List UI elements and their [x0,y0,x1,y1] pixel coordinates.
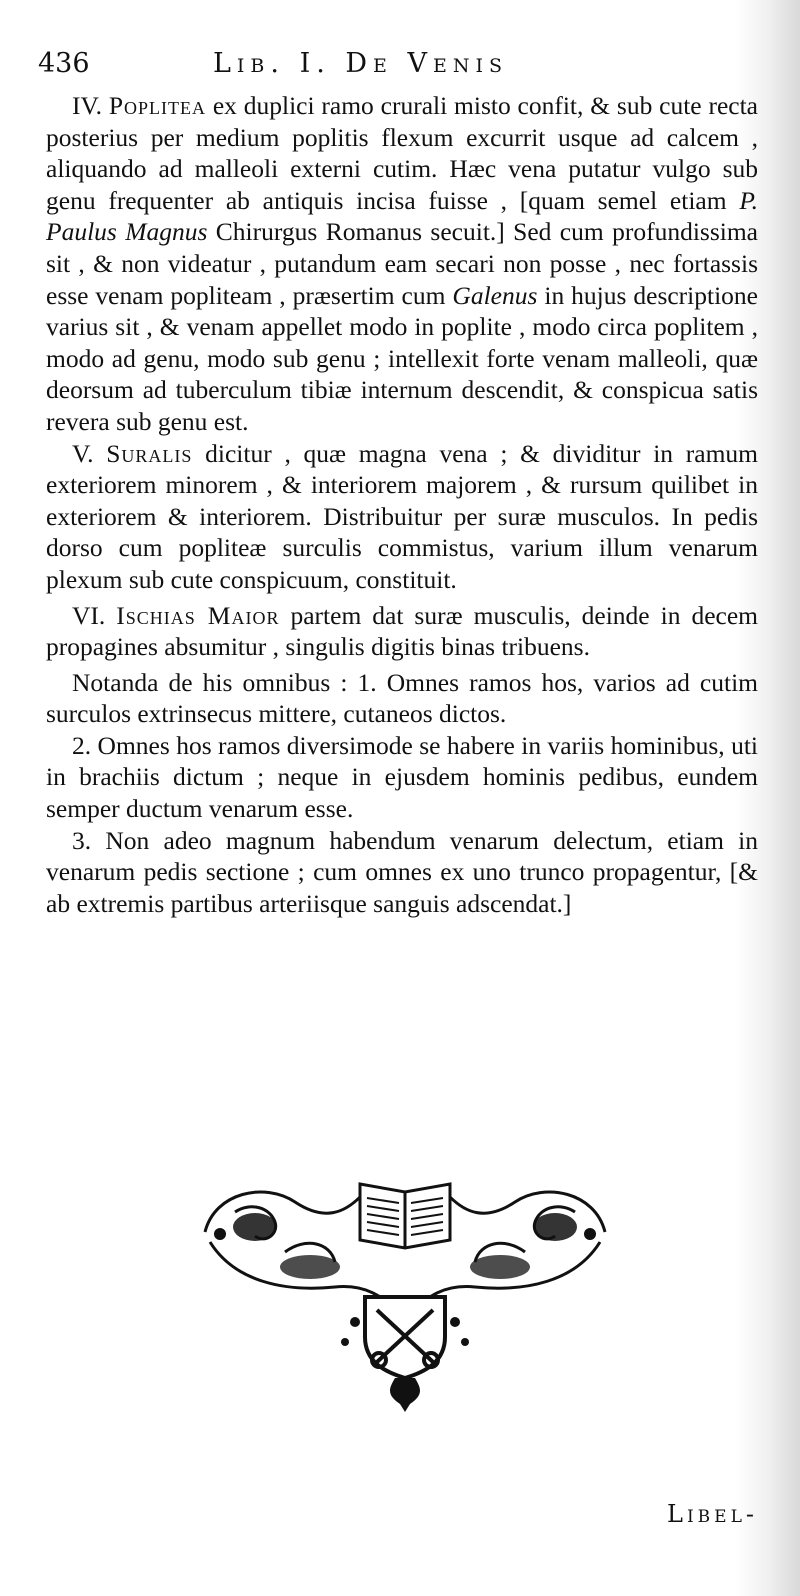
vein-name-ischias: Ischias Maior [116,600,280,630]
crossed-keys-shield-icon [365,1297,445,1378]
running-title: Lib. I. De Venis [213,48,509,79]
paragraph-number: IV. [72,91,102,120]
paragraph-suralis [46,438,758,596]
paragraph-notanda: Notanda de his omnibus : 1. Omnes ramos hos, varios ad cutim surculos extrinsecus mittere, cutaneos dictos. [46,667,758,729]
person-name: P. Paulus Magnus [46,185,758,247]
vein-name-suralis: Suralis [106,438,193,468]
paragraph-number: V. [72,438,94,468]
text-body [46,90,758,919]
paragraph-text: in hujus descriptione varius sit , & venam appellet modo in poplite , modo circa poplitem , modo ad genu, modo sub genu ; intellexit forte venam malleoli, quæ deorsum ad tuberculum tibiæ internum descendit, & conspicua satis revera sub genu est. [46,280,758,436]
paragraph-ischias [46,600,758,663]
paragraph-note-3: 3. Non adeo magnum habendum venarum delectum, etiam in venarum pedis sectione ; cum omnes ex uno trunco propagentur, [& ab extremis partibus arteriisque sanguis adscendat.] [46,825,758,918]
page-number: 436 [38,48,90,79]
open-book-icon [360,1184,450,1248]
paragraph-text: ex duplici ramo crurali misto confit, & sub cute recta posterius per medium poplitis flexum excurrit usque ad calcem , aliquando ad malleoli externi cutim. Hæc vena putatur vulgo sub genu frequenter ab antiquis incisa fuisse , [quam semel etiam [46,91,758,215]
paragraph-text: dicitur , quæ magna vena ; & dividitur in ramum exteriorem minorem , & interiorem majorem , & rursum quilibet in exteriorem & interiorem. Distribuitur per suræ musculos. In pedis dorso cum popliteæ surculis commistus, varium illum venarum plexum sub cute conspicuum, constituit. [46,438,759,594]
catchword: Libel- [667,1500,758,1528]
paragraph-number: VI. [72,600,106,630]
vein-name-poplitea: Poplitea [108,91,207,120]
paragraph-note-2: 2. Omnes hos ramos diversimode se habere in variis hominibus, uti in brachiis dictum ; neque in ejusdem hominis pedibus, eundem semper ductum venarum esse. [46,730,758,824]
printers-ornament-icon [195,1172,615,1412]
paragraph-text: Chirurgus Romanus secuit.] Sed cum profundissima sit , & non videatur , putandum eam secari non posse , nec fortassis esse venam popliteam , præsertim cum [46,217,758,310]
running-header [38,48,758,88]
paragraph-poplitea [46,90,758,438]
person-name: Galenus [452,280,538,310]
paragraph-text: partem dat suræ musculis, deinde in decem propagines absumitur , singulis digitis binas tribuens. [46,600,758,662]
